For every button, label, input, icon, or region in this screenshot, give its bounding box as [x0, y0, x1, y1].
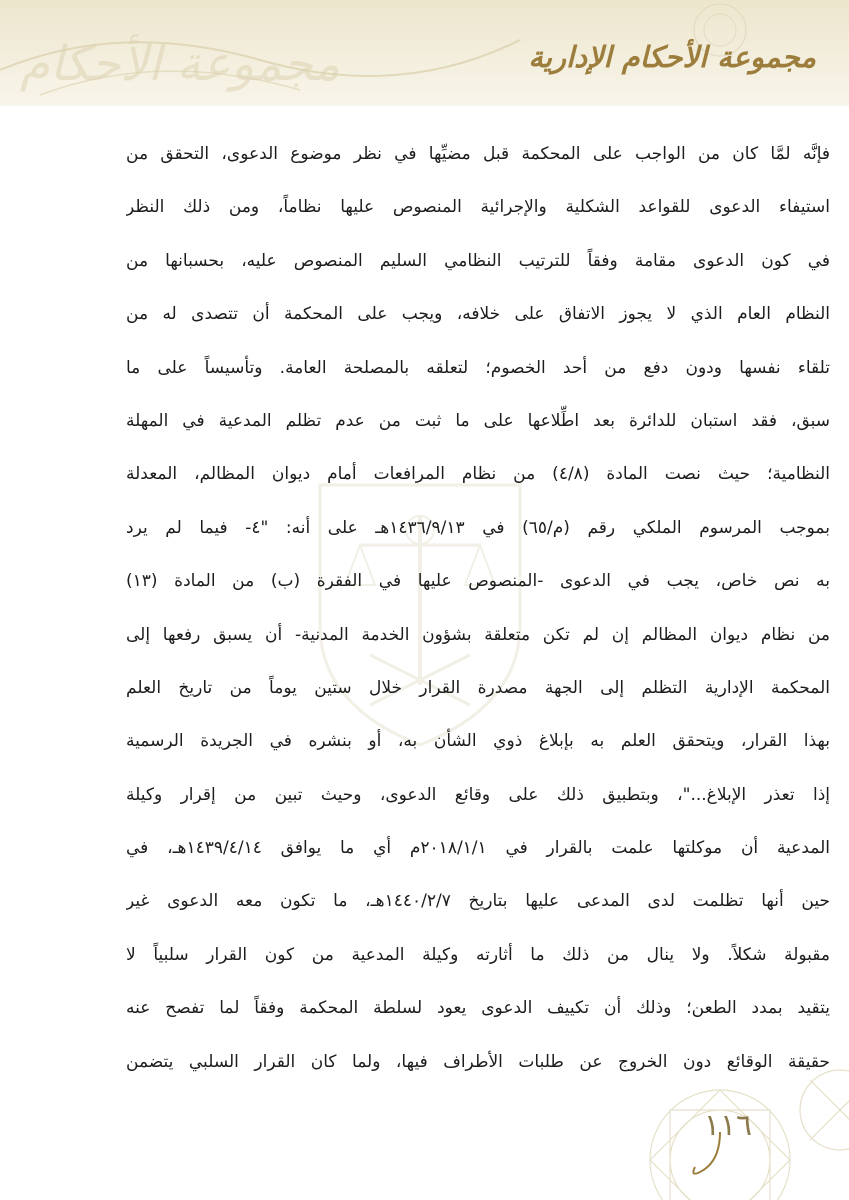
body-line: استيفاء الدعوى للقواعد الشكلية والإجرائية المنصوص عليها نظاماً، ومن ذلك النظر [126, 197, 830, 218]
footer-ornament [420, 1050, 849, 1200]
body-line: بهذا القرار، ويتحقق العلم به بإبلاغ ذوي الشأن به، أو بنشره في الجريدة الرسمية [126, 731, 830, 752]
body-line: إذا تعذر الإبلاغ..."، وبتطبيق ذلك على وقائع الدعوى، وحيث تبين من إقرار وكيلة [126, 784, 830, 805]
body-line: المحكمة الإدارية التظلم إلى الجهة مصدرة القرار خلال ستين يوماً من تاريخ العلم [126, 677, 830, 698]
page-number-flourish [690, 1132, 750, 1182]
header-title: مجموعة الأحكام الإدارية [528, 40, 816, 74]
body-line: النظام العام الذي لا يجوز الاتفاق على خلافه، ويجب على المحكمة أن تتصدى له من [126, 304, 830, 325]
body-line: من نظام ديوان المظالم إن لم تكن متعلقة بشؤون الخدمة المدنية- أن يسبق رفعها إلى [126, 624, 830, 645]
body-line: فإنَّه لمَّا كان من الواجب على المحكمة قبل مضيِّها في نظر موضوع الدعوى، التحقق من [126, 144, 830, 164]
body-line: بموجب المرسوم الملكي رقم (م/٦٥) في ١٤٣٦/٩/١٣هـ على أنه: "٤- فيما لم يرد [126, 517, 830, 538]
body-line: حين أنها تظلمت لدى المدعى عليها بتاريخ ١٤٤٠/٢/٧هـ، ما تكون معه الدعوى غير [126, 891, 830, 912]
body-line: مقبولة شكلاً. ولا ينال من ذلك ما أثارته وكيلة المدعية من كون القرار سلبياً لا [126, 944, 830, 965]
body-line: حقيقة الوقائع دون الخروج عن طلبات الأطراف فيها، ولما كان القرار السلبي يتضمن [126, 1051, 830, 1072]
body-line: يتقيد بمدد الطعن؛ وذلك أن تكييف الدعوى يعود لسلطة المحكمة وفقاً لما تفصح عنه [126, 998, 830, 1019]
body-line: النظامية؛ حيث نصت المادة (٤/٨) من نظام المرافعات أمام ديوان المظالم، المعدلة [126, 464, 830, 485]
body-line: تلقاء نفسها ودون دفع من أحد الخصوم؛ لتعلقه بالمصلحة العامة. وتأسيساً على ما [126, 357, 830, 378]
body-line: به نص خاص، يجب في الدعوى -المنصوص عليها في الفقرة (ب) من المادة (١٣) [126, 571, 830, 592]
body-line: في كون الدعوى مقامة وفقاً للترتيب النظامي السليم المنصوص عليه، بحسبانها من [126, 250, 830, 271]
body-text [126, 128, 830, 1089]
svg-text:مجموعة الأحكام: مجموعة الأحكام [20, 36, 341, 92]
body-line: المدعية أن موكلتها علمت بالقرار في ٢٠١٨/١/١م أي ما يوافق ١٤٣٩/٤/١٤هـ، في [126, 838, 830, 859]
body-line: سبق، فقد استبان للدائرة بعد اطِّلاعها على ما ثبت من عدم تظلم المدعية في المهلة [126, 410, 830, 431]
page-number: ١١٦ [703, 1108, 753, 1143]
